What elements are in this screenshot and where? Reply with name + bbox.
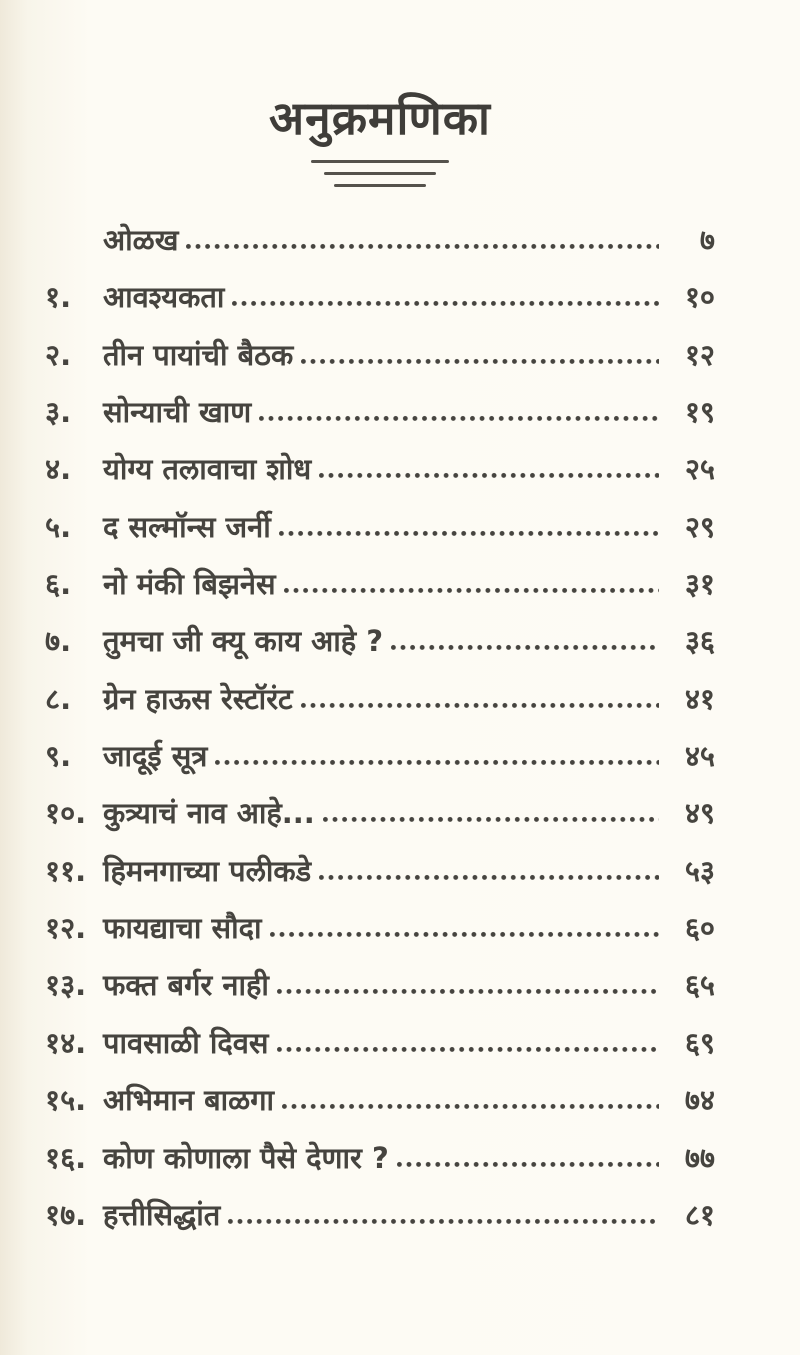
toc-entry [45, 269, 715, 326]
toc-entry-number: १२. [45, 911, 87, 946]
dot-leader [270, 931, 659, 938]
underline-rule-3 [334, 184, 426, 187]
toc-entry-title: अभिमान बाळगा [103, 1083, 275, 1118]
toc-entry-page: ७४ [684, 1083, 715, 1118]
toc-entry [45, 441, 715, 498]
dot-leader [319, 472, 659, 479]
toc-entry-page: १० [684, 280, 715, 315]
toc-entry [45, 1130, 715, 1187]
toc-entry [45, 499, 715, 556]
toc-entry-title: सोन्याची खाण [103, 395, 252, 430]
toc-entry [45, 327, 715, 384]
dot-leader [232, 300, 659, 307]
toc-entry-number: १. [45, 280, 72, 315]
page-header [0, 0, 760, 187]
toc-entry-number: ५. [45, 509, 72, 544]
dot-leader [391, 644, 659, 651]
toc-entry-page: ७ [699, 223, 715, 257]
toc-entry [45, 556, 715, 613]
toc-entry-page: ५३ [684, 853, 715, 888]
dot-leader [215, 759, 659, 766]
dot-leader [228, 1218, 659, 1225]
toc-entry [45, 212, 715, 269]
toc-entry-title: हत्तीसिद्धांत [103, 1197, 221, 1232]
toc-entry-title: हिमनगाच्या पलीकडे [103, 853, 312, 888]
dot-leader [277, 988, 659, 995]
toc-entry [45, 843, 715, 900]
dot-leader [284, 587, 659, 594]
toc-list [45, 212, 715, 1244]
toc-entry [45, 384, 715, 441]
toc-entry-title: कुत्र्याचं नाव आहे... [103, 796, 315, 831]
dot-leader [282, 1103, 659, 1110]
toc-entry-page: ३१ [684, 567, 715, 602]
dot-leader [277, 1046, 659, 1053]
toc-entry-number: २. [45, 337, 72, 372]
toc-entry-number: १६. [45, 1140, 87, 1175]
dot-leader [397, 1161, 659, 1168]
toc-entry-title: फक्त बर्गर नाही [103, 968, 269, 1003]
toc-entry-page: ४१ [684, 681, 715, 716]
toc-entry [45, 1015, 715, 1072]
toc-entry-page: ६९ [684, 1025, 715, 1060]
dot-leader [301, 358, 659, 365]
toc-entry-page: २९ [684, 509, 715, 544]
dot-leader [259, 415, 659, 422]
toc-entry-title: द सल्मॉन्स जर्नी [103, 509, 271, 544]
dot-leader [323, 816, 659, 823]
toc-entry-page: ७७ [684, 1140, 715, 1175]
toc-entry-number: ९. [45, 739, 72, 774]
toc-entry-title: आवश्यकता [103, 280, 225, 315]
toc-entry-page: ४५ [684, 739, 715, 774]
dot-leader [186, 243, 659, 250]
toc-entry-number: ८. [45, 681, 72, 716]
toc-entry-page: १२ [684, 337, 715, 372]
toc-entry [45, 785, 715, 842]
toc-entry [45, 957, 715, 1014]
title-underline [0, 160, 760, 187]
toc-entry-title: तुमचा जी क्यू काय आहे ? [103, 624, 384, 659]
toc-entry-title: पावसाळी दिवस [103, 1025, 269, 1060]
toc-entry-page: ८१ [684, 1197, 715, 1232]
toc-entry-number: १०. [45, 796, 87, 831]
toc-entry-number: १३. [45, 968, 87, 1003]
toc-entry-number: ३. [45, 395, 72, 430]
toc-entry-title: फायद्याचा सौदा [103, 911, 262, 946]
toc-entry-title: योग्य तलावाचा शोध [103, 452, 312, 487]
toc-entry-title: कोण कोणाला पैसे देणार ? [103, 1140, 389, 1175]
toc-entry-page: ३६ [684, 624, 715, 659]
dot-leader [301, 702, 659, 709]
dot-leader [319, 874, 659, 881]
toc-entry-number: १४. [45, 1025, 87, 1060]
toc-entry-number: ११. [45, 853, 87, 888]
toc-entry [45, 900, 715, 957]
page-title: अनुक्रमणिका [269, 91, 491, 145]
toc-entry-page: ६५ [684, 968, 715, 1003]
toc-entry-title: नो मंकी बिझनेस [103, 567, 276, 602]
toc-entry-title: ग्रेन हाऊस रेस्टॉरंट [103, 681, 293, 716]
dot-leader [279, 530, 659, 537]
toc-entry-number: ७. [45, 624, 72, 659]
underline-rule-2 [324, 172, 436, 175]
toc-entry-number: १७. [45, 1197, 87, 1232]
toc-entry-title: जादूई सूत्र [103, 739, 208, 774]
toc-entry-number: ६. [45, 567, 72, 602]
toc-entry-number: ४. [45, 452, 72, 487]
toc-entry-page: ६० [684, 911, 715, 946]
toc-entry [45, 671, 715, 728]
toc-entry-title: ओळख [103, 223, 179, 257]
toc-entry-page: ४९ [684, 796, 715, 831]
toc-entry-page: २५ [684, 452, 715, 487]
toc-entry [45, 728, 715, 785]
toc-entry [45, 613, 715, 670]
toc-entry [45, 1072, 715, 1129]
toc-entry-number: १५. [45, 1083, 87, 1118]
toc-entry [45, 1187, 715, 1244]
underline-rule-1 [311, 160, 449, 163]
toc-entry-page: १९ [684, 395, 715, 430]
toc-entry-title: तीन पायांची बैठक [103, 337, 294, 372]
